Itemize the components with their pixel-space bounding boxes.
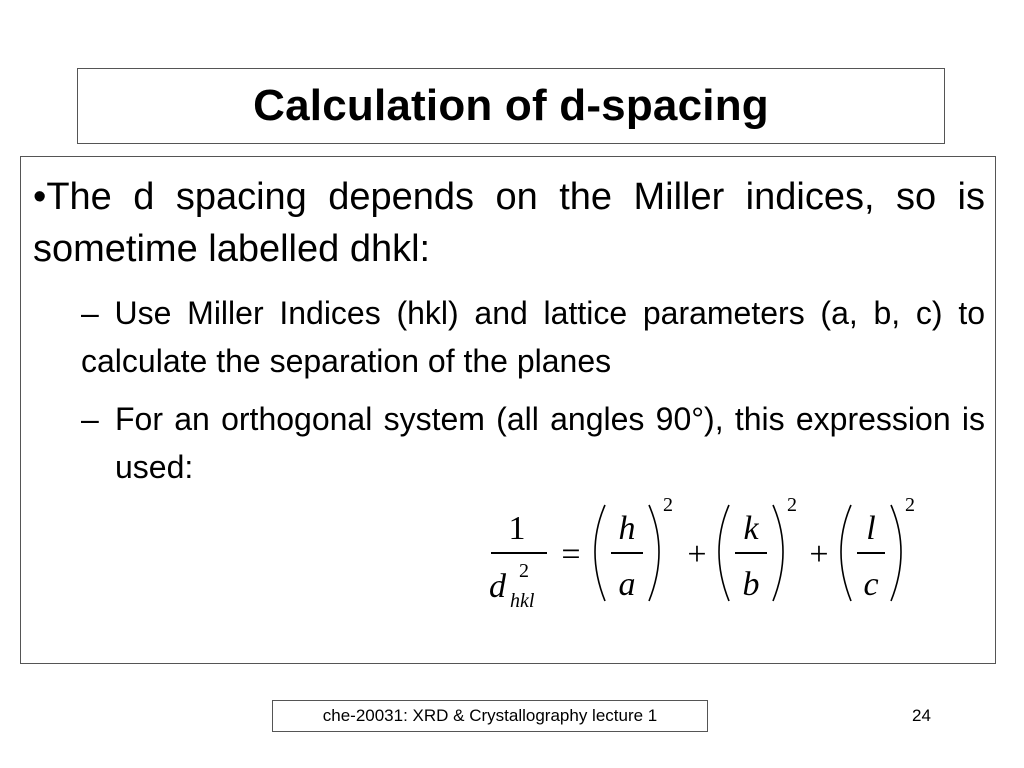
footer-course-label [272, 700, 708, 732]
sub-bullet-text: Use Miller Indices (hkl) and lattice parameters (a, b, c) to calculate the separation of the planes [81, 295, 986, 379]
lhs-numerator: 1 [508, 510, 526, 547]
sub-bullet-1 [81, 289, 985, 385]
term-exponent: 2 [905, 494, 915, 516]
slide-title: Calculation of d-spacing [253, 81, 769, 130]
content-box [20, 156, 996, 664]
formula-svg [461, 491, 921, 621]
sub-bullet-marker: – [81, 401, 99, 437]
lhs-denominator-sub: hkl [510, 590, 535, 612]
term-denominator: c [863, 566, 879, 603]
term-denominator: a [618, 566, 636, 603]
term-denominator: b [742, 566, 760, 603]
lhs-denominator-sup: 2 [519, 560, 529, 582]
sub-bullet-marker: – [81, 295, 99, 331]
right-paren [891, 505, 901, 601]
sub-bullet-text: For an orthogonal system (all angles 90°), this expression is used: [115, 401, 985, 485]
left-paren [841, 505, 851, 601]
right-paren [649, 505, 659, 601]
term-numerator: h [618, 510, 636, 547]
plus-sign: + [687, 536, 707, 573]
term-exponent: 2 [663, 494, 673, 516]
term-numerator: k [743, 510, 759, 547]
term-exponent: 2 [787, 494, 797, 516]
left-paren [595, 505, 605, 601]
right-paren [773, 505, 783, 601]
plus-sign: + [809, 536, 829, 573]
left-paren [719, 505, 729, 601]
term-numerator: l [866, 510, 876, 547]
page-number: 24 [912, 706, 931, 725]
footer-course-text: che-20031: XRD & Crystallography lecture 1 [322, 706, 658, 725]
lhs-denominator: d [489, 568, 506, 605]
title-box [77, 68, 945, 144]
main-bullet [33, 171, 985, 275]
bullet-marker: • [33, 176, 47, 218]
main-bullet-text: The d spacing depends on the Miller indices, so is sometime labelled dhkl: [33, 176, 985, 270]
sub-bullet-2 [81, 395, 985, 491]
d-spacing-formula [461, 491, 921, 621]
equals-sign: = [561, 536, 581, 573]
